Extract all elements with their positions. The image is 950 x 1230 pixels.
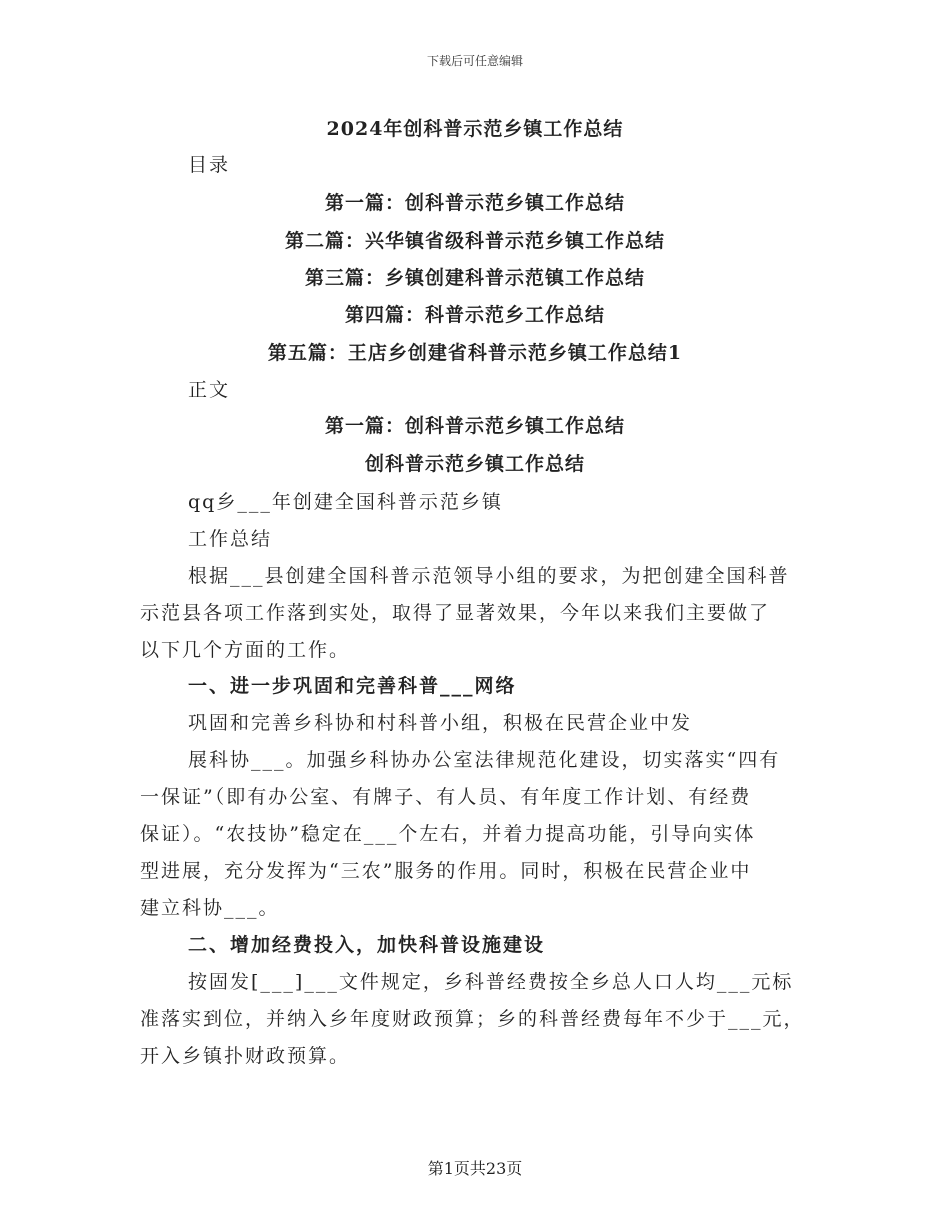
paragraph-line: 保证）。“农技协”稳定在___个左右，并着力提高功能，引导向实体 bbox=[140, 823, 756, 845]
toc-item-5[interactable]: 第五篇：王店乡创建省科普示范乡镇工作总结1 bbox=[267, 342, 683, 364]
paragraph-line: 建立科协___。 bbox=[140, 897, 280, 919]
toc-item-3[interactable]: 第三篇：乡镇创建科普示范镇工作总结 bbox=[304, 267, 645, 289]
page-footer: 第1页共23页 bbox=[427, 1159, 523, 1178]
toc-item-1[interactable]: 第一篇：创科普示范乡镇工作总结 bbox=[324, 192, 625, 214]
paragraph-line: 展科协___。加强乡科协办公室法律规范化建设，切实落实“四有 bbox=[188, 749, 781, 771]
toc-label: 目录 bbox=[188, 154, 231, 176]
paragraph-line: 根据___县创建全国科普示范领导小组的要求，为把创建全国科普 bbox=[188, 565, 790, 587]
intro-line: qq乡___年创建全国科普示范乡镇 bbox=[188, 491, 503, 513]
paragraph-line: 示范县各项工作落到实处，取得了显著效果，今年以来我们主要做了 bbox=[140, 602, 771, 624]
subheading-2: 二、增加经费投入，加快科普设施建设 bbox=[188, 934, 546, 956]
paragraph-line: 以下几个方面的工作。 bbox=[140, 639, 351, 661]
paragraph-line: 开入乡镇扑财政预算。 bbox=[140, 1045, 351, 1067]
body-label: 正文 bbox=[188, 379, 231, 401]
toc-item-2[interactable]: 第二篇：兴华镇省级科普示范乡镇工作总结 bbox=[284, 230, 665, 252]
subheading-1: 一、进一步巩固和完善科普___网络 bbox=[188, 675, 517, 697]
section-heading: 第一篇：创科普示范乡镇工作总结 bbox=[324, 415, 625, 437]
header-note: 下载后可任意编辑 bbox=[426, 54, 523, 68]
paragraph-line: 巩固和完善乡科协和村科普小组，积极在民营企业中发 bbox=[188, 712, 693, 734]
paragraph-line: 按固发[___]___文件规定，乡科普经费按全乡总人口人均___元标 bbox=[188, 971, 794, 993]
paragraph-line: 准落实到位，并纳入乡年度财政预算；乡的科普经费每年不少于___元， bbox=[140, 1008, 805, 1030]
paragraph-line: 型进展，充分发挥为“三农”服务的作用。同时，积极在民营企业中 bbox=[140, 860, 752, 882]
section-subheading: 创科普示范乡镇工作总结 bbox=[364, 453, 585, 475]
toc-item-4[interactable]: 第四篇：科普示范乡工作总结 bbox=[344, 304, 605, 326]
document-title: 2024年创科普示范乡镇工作总结 bbox=[326, 118, 624, 140]
intro-line: 工作总结 bbox=[188, 528, 273, 550]
paragraph-line: 一保证”（即有办公室、有牌子、有人员、有年度工作计划、有经费 bbox=[140, 786, 752, 808]
